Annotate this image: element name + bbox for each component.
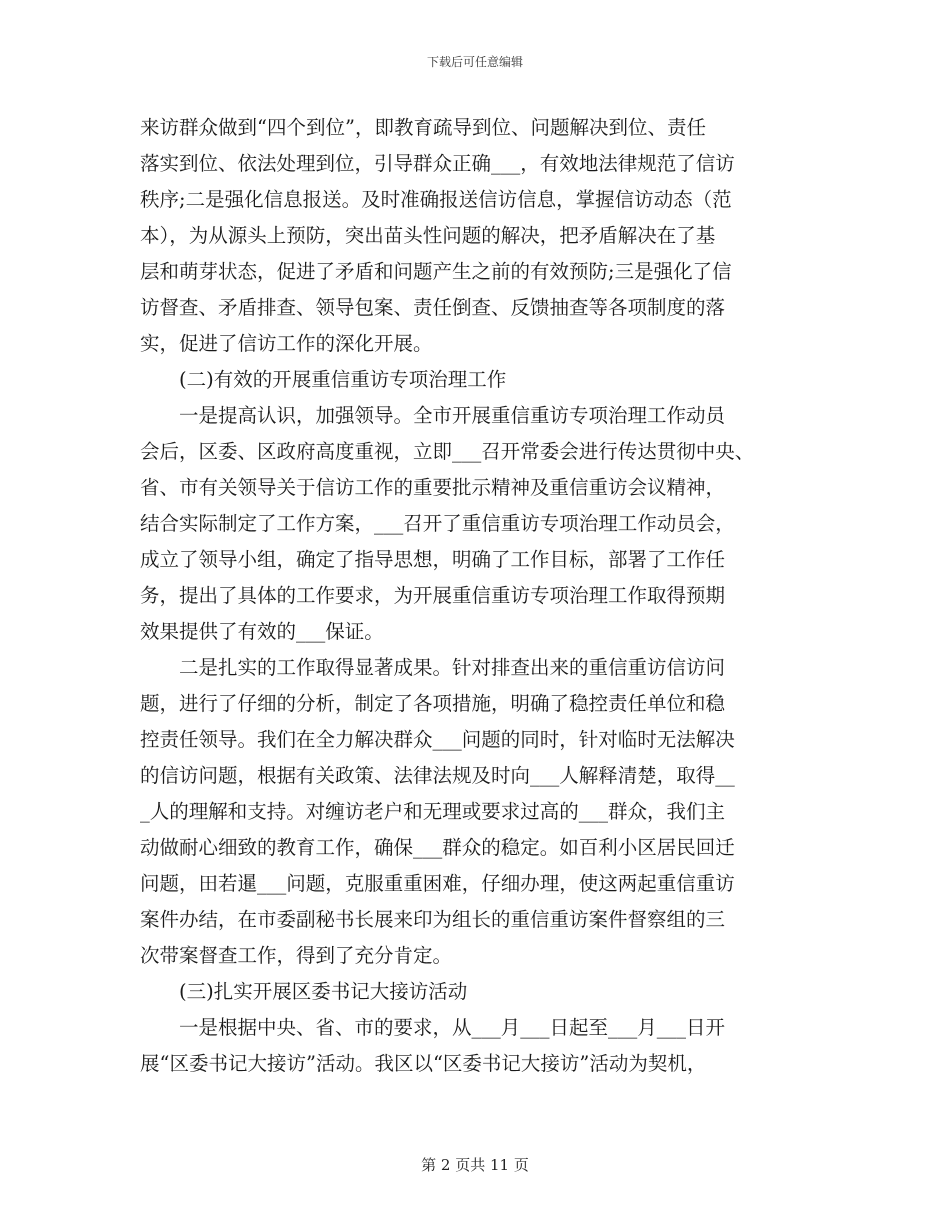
text-line: 省、市有关领导关于信访工作的重要批示精神及重信重访会议精神， bbox=[140, 476, 726, 499]
text-line: 题，进行了仔细的分析，制定了各项措施，明确了稳控责任单位和稳 bbox=[140, 692, 726, 715]
text-line: 一是提高认识，加强领导。全市开展重信重访专项治理工作动员 bbox=[179, 404, 726, 427]
text-line: 成立了领导小组，确定了指导思想，明确了工作目标，部署了工作任 bbox=[140, 548, 726, 571]
text-line: _人的理解和支持。对缠访老户和无理或要求过高的___群众，我们主 bbox=[140, 800, 726, 823]
text-line: 问题，田若暹___问题，克服重重困难，仔细办理，使这两起重信重访 bbox=[140, 872, 735, 895]
text-line: 务，提出了具体的工作要求，为开展重信重访专项治理工作取得预期 bbox=[140, 584, 726, 607]
text-line: 层和萌芽状态，促进了矛盾和问题产生之前的有效预防;三是强化了信 bbox=[140, 260, 732, 283]
text-line: 来访群众做到“四个到位”，即教育疏导到位、问题解决到位、责任 bbox=[140, 116, 706, 139]
text-line: 控责任领导。我们在全力解决群众___问题的同时，针对临时无法解决 bbox=[140, 728, 735, 751]
text-line: 实，促进了信访工作的深化开展。 bbox=[140, 332, 433, 355]
text-line: 二是扎实的工作取得显著成果。针对排查出来的重信重访信访问 bbox=[179, 656, 726, 679]
text-line: (二)有效的开展重信重访专项治理工作 bbox=[179, 368, 507, 391]
text-line: 展“区委书记大接访”活动。我区以“区委书记大接访”活动为契机， bbox=[140, 1052, 707, 1075]
page-header: 下载后可任意编辑 bbox=[426, 55, 523, 69]
text-line: (三)扎实开展区委书记大接访活动 bbox=[179, 980, 468, 1003]
text-line: 访督查、矛盾排查、领导包案、责任倒查、反馈抽查等各项制度的落 bbox=[140, 296, 726, 319]
text-line: 的信访问题，根据有关政策、法律法规及时向___人解释清楚，取得__ bbox=[140, 764, 735, 787]
text-line: 结合实际制定了工作方案，___召开了重信重访专项治理工作动员会， bbox=[140, 512, 735, 535]
text-line: 秩序;二是强化信息报送。及时准确报送信访信息，掌握信访动态（范 bbox=[140, 188, 732, 211]
text-line: 一是根据中央、省、市的要求，从___月___日起至___月___日开 bbox=[179, 1016, 726, 1039]
text-line: 会后，区委、区政府高度重视，立即___召开常委会进行传达贯彻中央、 bbox=[140, 440, 755, 463]
text-line: 本），为从源头上预防，突出苗头性问题的解决，把矛盾解决在了基 bbox=[140, 224, 716, 247]
text-line: 案件办结，在市委副秘书长展来印为组长的重信重访案件督察组的三 bbox=[140, 908, 726, 931]
text-line: 次带案督查工作，得到了充分肯定。 bbox=[140, 944, 453, 967]
document-body bbox=[140, 110, 830, 1082]
text-line: 动做耐心细致的教育工作，确保___群众的稳定。如百利小区居民回迁 bbox=[140, 836, 735, 859]
page-footer: 第 2 页共 11 页 bbox=[421, 1156, 529, 1174]
text-line: 效果提供了有效的___保证。 bbox=[140, 620, 384, 643]
text-line: 落实到位、依法处理到位，引导群众正确___，有效地法律规范了信访 bbox=[140, 152, 735, 175]
